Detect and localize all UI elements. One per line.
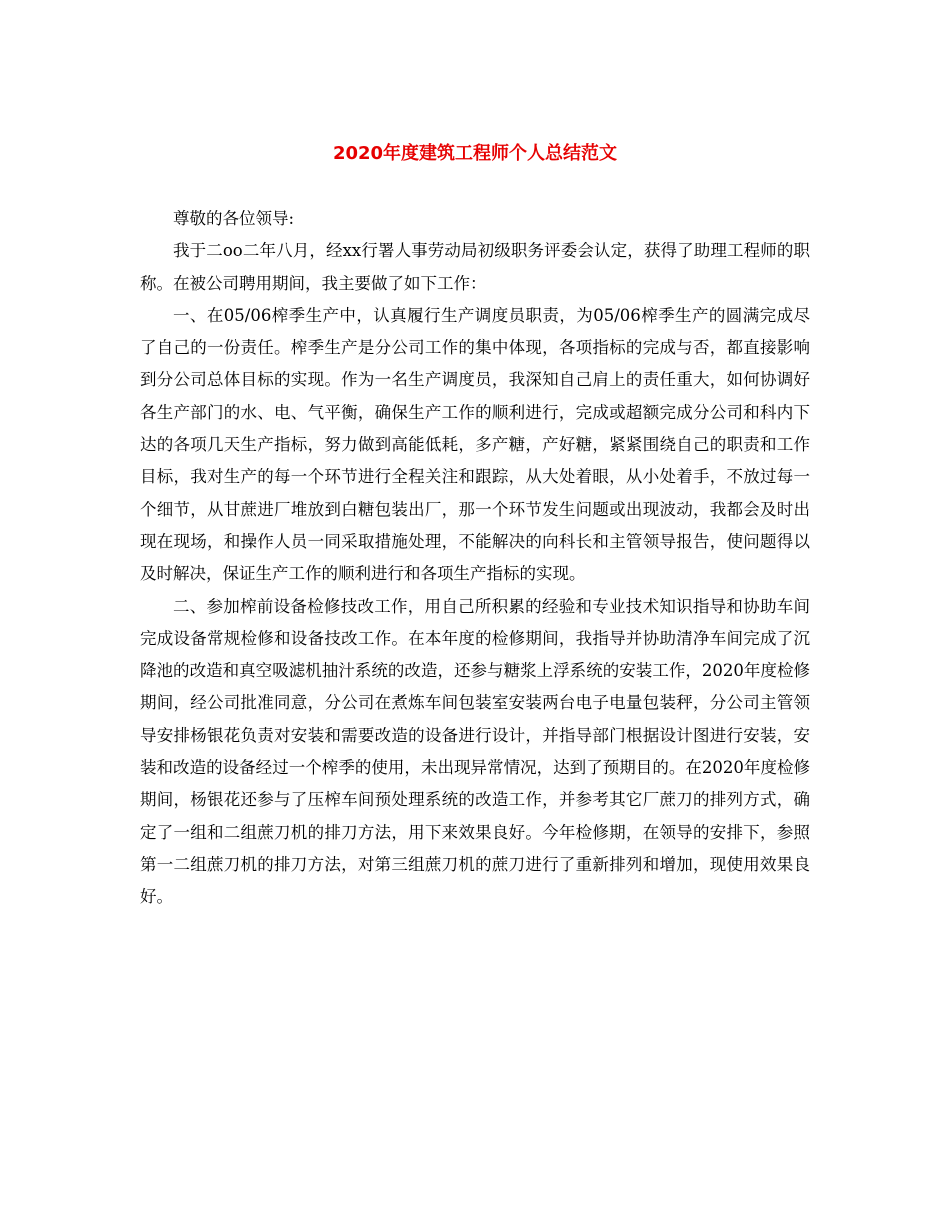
document-title: 2020年度建筑工程师个人总结范文 [332, 143, 618, 164]
salutation: 尊敬的各位领导: [173, 209, 295, 228]
paragraph-intro: 我于二oo二年八月，经xx行署人事劳动局初级职务评委会认定，获得了助理工程师的职称。在被公司聘用期间，我主要做了如下工作： [140, 241, 810, 293]
paragraph-section-1: 一、在05/06榨季生产中，认真履行生产调度员职责，为05/06榨季生产的圆满完成尽了自己的一份责任。榨季生产是分公司工作的集中体现，各项指标的完成与否，都直接影响到分公司总体目标的实现。作为一名生产调度员，我深知自己肩上的责任重大，如何协调好各生产部门的水、电、气平衡，确保生产工作的顺利进行，完成或超额完成分公司和科内下达的各项几天生产指标，努力做到高能低耗，多产糖，产好糖，紧紧围绕自己的职责和工作目标，我对生产的每一个环节进行全程关注和跟踪，从大处着眼，从小处着手，不放过每一个细节，从甘蔗进厂堆放到白糖包装出厂，那一个环节发生问题或出现波动，我都会及时出现在现场，和操作人员一同采取措施处理，不能解决的向科长和主管领导报告，使问题得以及时解决，保证生产工作的顺利进行和各项生产指标的实现。 [140, 305, 810, 584]
document-body [140, 203, 810, 914]
paragraph-section-2: 二、参加榨前设备检修技改工作，用自己所积累的经验和专业技术知识指导和协助车间完成设备常规检修和设备技改工作。在本年度的检修期间，我指导并协助清净车间完成了沉降池的改造和真空吸滤机抽汁系统的改造，还参与糖浆上浮系统的安装工作，2020年度检修期间，经公司批准同意，分公司在煮炼车间包装室安装两台电子电量包装秤，分公司主管领导安排杨银花负责对安装和需要改造的设备进行设计，并指导部门根据设计图进行安装，安装和改造的设备经过一个榨季的使用，未出现异常情况，达到了预期目的。在2020年度检修期间，杨银花还参与了压榨车间预处理系统的改造工作，并参考其它厂蔗刀的排列方式，确定了一组和二组蔗刀机的排刀方法，用下来效果良好。今年检修期，在领导的安排下，参照第一二组蔗刀机的排刀方法，对第三组蔗刀机的蔗刀进行了重新排列和增加，现使用效果良好。 [140, 596, 810, 907]
